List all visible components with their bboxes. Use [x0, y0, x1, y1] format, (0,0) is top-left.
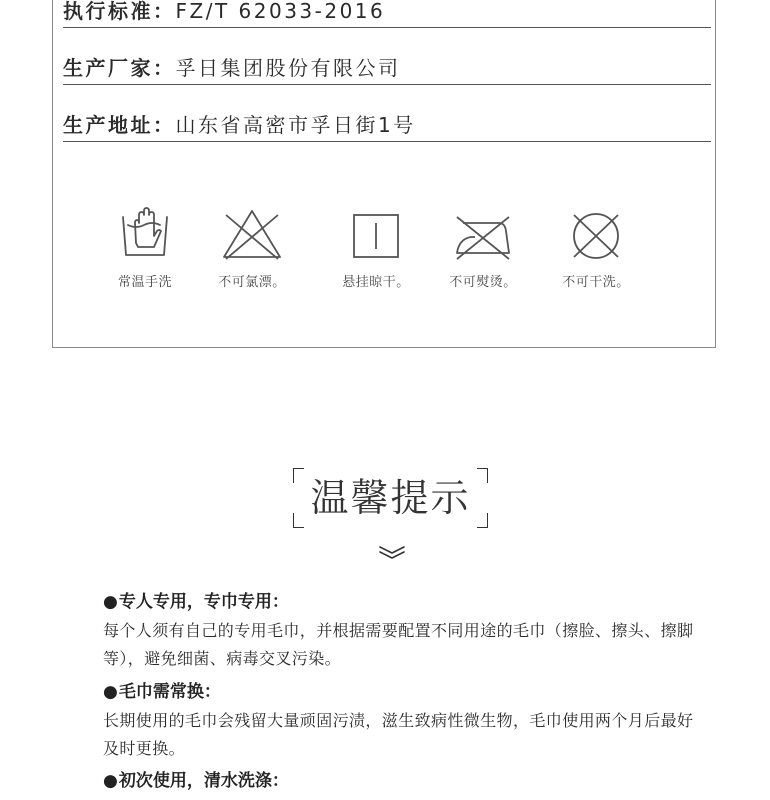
hand-wash-icon [116, 203, 174, 261]
tip-item [103, 590, 703, 673]
no-dry-clean-icon [564, 203, 628, 261]
info-label: 执行标准： [63, 0, 176, 23]
care-label: 不可氯漂。 [218, 275, 286, 290]
care-item-hang-dry [331, 203, 421, 290]
bullet-icon: ● [103, 592, 118, 612]
bullet-icon: ● [103, 682, 118, 702]
info-row-manufacturer [63, 55, 711, 85]
tip-item [103, 769, 703, 793]
product-info-box [52, 0, 716, 348]
no-bleach-icon [220, 203, 284, 261]
care-label: 不可干洗。 [562, 275, 630, 290]
tip-heading [103, 590, 703, 614]
info-row-address [63, 112, 711, 142]
tip-heading [103, 769, 703, 793]
info-value: 山东省高密市孚日街1号 [175, 113, 416, 137]
tip-heading-text: 毛巾需常换： [118, 682, 221, 702]
info-value: FZ/T 62033-2016 [175, 0, 386, 23]
info-value: 孚日集团股份有限公司 [175, 56, 401, 80]
tip-heading [103, 680, 703, 704]
tip-body: 长期使用的毛巾会残留大量顽固污渍，滋生致病性微生物，毛巾使用两个月后最好及时更换。 [103, 711, 694, 758]
care-item-hand-wash [100, 203, 190, 290]
tip-body: 每个人须有自己的专用毛巾，并根据需要配置不同用途的毛巾（擦脸、擦头、擦脚等），避免细菌、病毒交叉污染。 [103, 621, 694, 668]
bullet-icon: ● [103, 771, 118, 791]
info-row-standard [63, 0, 711, 28]
care-item-no-dry-clean [551, 203, 641, 290]
info-label: 生产地址： [63, 113, 176, 137]
no-iron-icon [451, 203, 515, 261]
care-label: 悬挂晾干。 [342, 275, 410, 290]
hang-dry-icon [347, 203, 405, 261]
care-label: 常温手洗 [117, 275, 172, 290]
care-item-no-bleach [207, 203, 297, 290]
tips-title: 温馨提示 [310, 476, 471, 520]
tip-heading-text: 专人专用，专巾专用： [118, 592, 289, 612]
care-item-no-iron [438, 203, 528, 290]
tips-title-frame [293, 468, 488, 528]
info-label: 生产厂家： [63, 56, 176, 80]
tip-item [103, 680, 703, 763]
tip-heading-text: 初次使用，清水洗涤： [118, 771, 289, 791]
chevron-down-icon [378, 544, 406, 560]
care-label: 不可熨烫。 [449, 275, 517, 290]
